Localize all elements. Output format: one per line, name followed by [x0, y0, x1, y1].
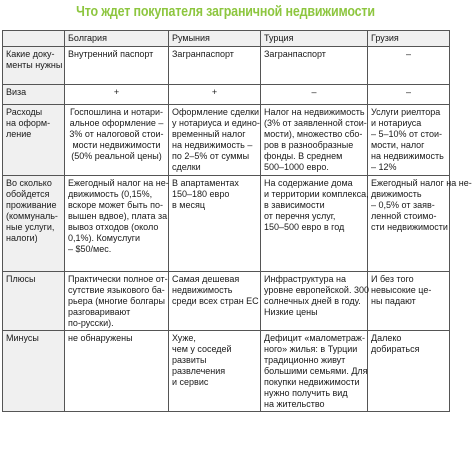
cell-documents-georgia	[368, 47, 450, 85]
cell-line: ного» жилья: в Турции	[264, 344, 358, 354]
cell-line: – 5–10% от стои-	[371, 129, 443, 139]
cell-line: – 12%	[371, 162, 397, 172]
cell-line: сутствие языкового ба-	[68, 285, 165, 295]
cell-living-romania	[169, 176, 261, 272]
cell-line: временный налог	[172, 129, 246, 139]
cell-line: и сервис	[172, 377, 209, 387]
cell-line: вскоре может быть по-	[68, 200, 163, 210]
cell-line: Ежегодный налог на не-	[371, 178, 472, 188]
cell-line: недвижимость	[172, 285, 233, 295]
row-label-line: Виза	[6, 87, 27, 97]
cell-line: фонды. В среднем	[264, 151, 343, 161]
cell-line: Дефицит «малометраж-	[264, 333, 365, 343]
cell-line: Самая дешевая	[172, 274, 240, 284]
cell-pros-georgia	[368, 272, 450, 331]
cell-line: – 0,5% от заяв-	[371, 200, 435, 210]
cell-line: +	[211, 87, 218, 97]
row-label-line: налоги)	[6, 233, 38, 243]
table-row-living-costs	[3, 176, 450, 272]
cell-line: Госпошлина и нотари-	[70, 107, 163, 117]
row-label-living-costs	[3, 176, 65, 272]
cell-line: Инфраструктура на	[264, 274, 347, 284]
header-corner	[3, 31, 65, 47]
cell-line: 150–180 евро	[172, 189, 230, 199]
cell-line: Загранпаспорт	[172, 49, 234, 59]
header-romania: Румыния	[169, 31, 261, 47]
cell-line: –	[311, 87, 317, 97]
row-label-line: Расходы	[6, 107, 43, 117]
cell-line: по 2–5% от суммы	[172, 151, 250, 161]
cell-documents-turkey	[261, 47, 368, 85]
cell-visa-georgia	[368, 85, 450, 105]
cell-line: по-русски).	[68, 318, 114, 328]
row-label-line: Плюсы	[6, 274, 36, 284]
cell-line: Загранпаспорт	[264, 49, 326, 59]
cell-line: В апартаментах	[172, 178, 239, 188]
header-turkey: Турция	[261, 31, 368, 47]
cell-line: мости, налог	[371, 140, 425, 150]
cell-line: невысокие це-	[371, 285, 432, 295]
cell-line: На содержание дома	[264, 178, 353, 188]
row-label-line: Во сколько	[6, 178, 52, 188]
cell-cons-turkey	[261, 331, 368, 412]
cell-line: среди всех стран ЕС	[172, 296, 259, 306]
cell-line: традиционно живут	[264, 355, 346, 365]
cell-line: уровне европейской. 300	[264, 285, 369, 295]
cell-line: чем у соседей	[172, 344, 232, 354]
cell-visa-bulgaria	[65, 85, 169, 105]
cell-pros-turkey	[261, 272, 368, 331]
cell-line: 150–500 евро в год	[264, 222, 345, 232]
cell-line: Налог на недвижимость	[264, 107, 365, 117]
cell-costs-bulgaria	[65, 105, 169, 176]
table-header-row	[3, 31, 450, 47]
cell-line: –	[405, 87, 411, 97]
row-label-line: (коммуналь-	[6, 211, 58, 221]
cell-documents-bulgaria	[65, 47, 169, 85]
cell-line: +	[113, 87, 120, 97]
cell-line: и нотариуса	[371, 118, 422, 128]
table-row-cons	[3, 331, 450, 412]
cell-line: Хуже,	[172, 333, 196, 343]
cell-line: большими семьями. Для	[264, 366, 368, 376]
cell-line: ров в разнообразные	[264, 140, 354, 150]
cell-line: на жительство	[264, 399, 325, 409]
cell-line: рьера (многие болгары	[68, 296, 165, 306]
cell-costs-romania	[169, 105, 261, 176]
cell-line: добираться	[371, 344, 420, 354]
cell-living-turkey	[261, 176, 368, 272]
cell-line: развлечения	[172, 366, 226, 376]
cell-line: покупки недвижимости	[264, 377, 360, 387]
cell-line: не обнаружены	[68, 333, 133, 343]
cell-line: у нотариуса и едино-	[172, 118, 260, 128]
cell-line: 3% от налоговой стои-	[69, 129, 164, 139]
header-bulgaria: Болгария	[65, 31, 169, 47]
cell-line: на недвижимость –	[172, 140, 253, 150]
row-label-cons	[3, 331, 65, 412]
cell-line: от перечня услуг,	[264, 211, 336, 221]
cell-line: 500–1000 евро.	[264, 162, 329, 172]
cell-line: мости недвижимости	[72, 140, 161, 150]
cell-line: вышен вдвое), плата за	[68, 211, 168, 221]
cell-line: Низкие цены	[264, 307, 318, 317]
cell-line: нужно получить вид	[264, 388, 348, 398]
cell-line: сделки	[172, 162, 201, 172]
row-label-documents	[3, 47, 65, 85]
cell-living-georgia	[368, 176, 472, 272]
cell-line: 0,1%). Комуслуги	[68, 233, 141, 243]
cell-visa-romania	[169, 85, 261, 105]
cell-line: Практически полное от-	[68, 274, 168, 284]
cell-line: на недвижимость	[371, 151, 444, 161]
row-label-pros	[3, 272, 65, 331]
table-row-visa	[3, 85, 450, 105]
row-label-line: менты нужны	[6, 60, 63, 70]
cell-line: (50% реальной цены)	[71, 151, 162, 161]
row-label-visa	[3, 85, 65, 105]
cell-line: мости), множество сбо-	[264, 129, 363, 139]
cell-line: альное оформление –	[69, 118, 164, 128]
header-georgia: Грузия	[368, 31, 450, 47]
row-label-line: Какие доку-	[6, 49, 55, 59]
row-label-costs	[3, 105, 65, 176]
cell-cons-romania	[169, 331, 261, 412]
cell-line: и территории комплекса,	[264, 189, 369, 199]
cell-line: Оформление сделки	[172, 107, 260, 117]
cell-documents-romania	[169, 47, 261, 85]
cell-line: Внутренний паспорт	[68, 49, 154, 59]
cell-line: Далеко	[371, 333, 402, 343]
cell-cons-bulgaria	[65, 331, 169, 412]
cell-pros-romania	[169, 272, 261, 331]
cell-line: сти недвижимости	[371, 222, 448, 232]
row-label-line: на оформ-	[6, 118, 51, 128]
cell-visa-turkey	[261, 85, 368, 105]
comparison-table	[2, 30, 472, 412]
row-label-line: обойдется	[6, 189, 50, 199]
row-label-line: Минусы	[6, 333, 39, 343]
cell-line: Ежегодный налог на не-	[68, 178, 169, 188]
cell-costs-georgia	[368, 105, 450, 176]
page-title: Что ждет покупателя заграничной недвижимости	[76, 4, 375, 20]
cell-living-bulgaria	[65, 176, 169, 272]
table-row-costs	[3, 105, 450, 176]
cell-line: ленной стоимо-	[371, 211, 437, 221]
cell-line: разговаривают	[68, 307, 131, 317]
table-row-documents	[3, 47, 450, 85]
cell-pros-bulgaria	[65, 272, 169, 331]
cell-line: ны падают	[371, 296, 416, 306]
cell-line: развиты	[172, 355, 207, 365]
cell-costs-turkey	[261, 105, 368, 176]
cell-line: движимость (0,15%,	[68, 189, 153, 199]
row-label-line: проживание	[6, 200, 57, 210]
cell-line: Услуги риелтора	[371, 107, 441, 117]
cell-line: движимость	[371, 189, 422, 199]
cell-line: И без того	[371, 274, 414, 284]
cell-line: – $50/мес.	[68, 244, 112, 254]
cell-cons-georgia	[368, 331, 450, 412]
row-label-line: ление	[6, 129, 32, 139]
cell-line: солнечных дней в году.	[264, 296, 361, 306]
cell-line: вывоз отходов (около	[68, 222, 159, 232]
cell-line: –	[405, 49, 411, 59]
cell-line: в зависимости	[264, 200, 325, 210]
table-row-pros	[3, 272, 450, 331]
cell-line: в месяц	[172, 200, 206, 210]
cell-line: (3% от заявленной стои-	[264, 118, 367, 128]
row-label-line: ные услуги,	[6, 222, 55, 232]
